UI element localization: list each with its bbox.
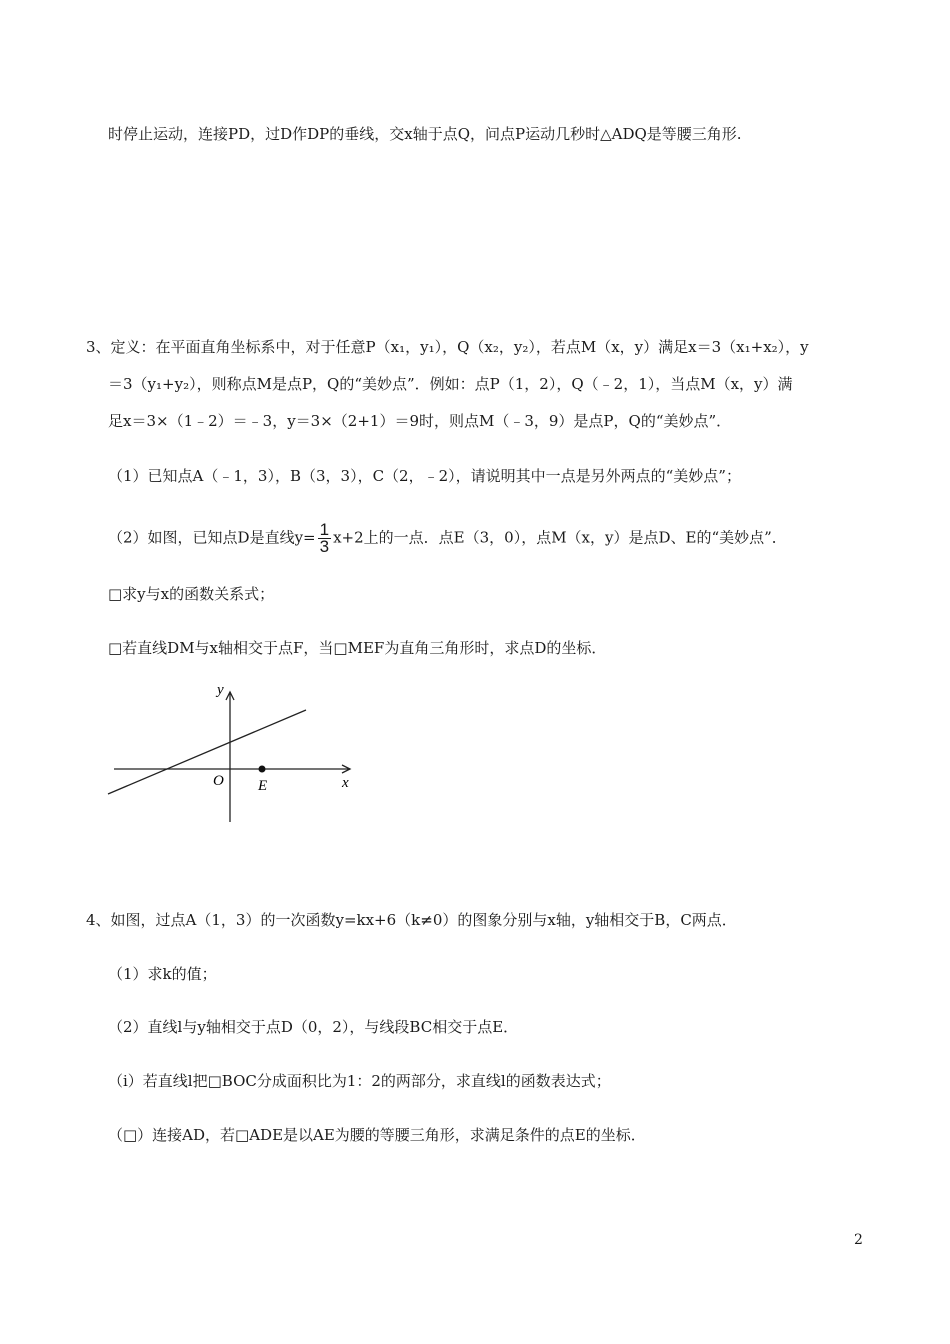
y-axis-label: y bbox=[217, 682, 224, 698]
q4-part-2: （2）直线l与y轴相交于点D（0，2），与线段BC相交于点E． bbox=[108, 1018, 519, 1036]
x-axis-label: x bbox=[342, 775, 349, 791]
fraction-denominator: 3 bbox=[319, 537, 330, 556]
line-y-third-x-plus-2 bbox=[108, 710, 306, 794]
q3-graph bbox=[100, 672, 370, 832]
q4-part-i: （i）若直线l把□BOC分成面积比为1：2的两部分，求直线l的函数表达式； bbox=[108, 1072, 611, 1090]
point-e-dot bbox=[259, 766, 266, 773]
q4-line-1: 4、如图，过点A（1，3）的一次函数y=kx+6（k≠0）的图象分别与x轴，y轴相交于B，C两点． bbox=[86, 911, 737, 929]
page-number: 2 bbox=[854, 1232, 863, 1248]
q3-sub-2: □若直线DM与x轴相交于点F，当□MEF为直角三角形时，求点D的坐标． bbox=[108, 639, 607, 657]
fraction-numerator: 1 bbox=[319, 520, 330, 539]
q4-part-ii: （□）连接AD，若□ADE是以AE为腰的等腰三角形，求满足条件的点E的坐标． bbox=[108, 1126, 646, 1144]
point-e-label: E bbox=[258, 778, 268, 794]
q4-part-1: （1）求k的值； bbox=[108, 965, 217, 983]
q3-part-2-before: （2）如图，已知点D是直线y= bbox=[108, 528, 316, 547]
q3-sub-1: □求y与x的函数关系式； bbox=[108, 585, 275, 603]
q3-line-1: 3、定义：在平面直角坐标系中，对于任意P（x₁，y₁），Q（x₂，y₂），若点M（x，y）满足x＝3（x₁+x₂），y bbox=[86, 338, 809, 356]
q3-part-2 bbox=[108, 522, 787, 555]
origin-label: O bbox=[213, 773, 224, 789]
continuation-text: 时停止运动，连接PD，过D作DP的垂线，交x轴于点Q，问点P运动几秒时△ADQ是等腰三角形. bbox=[108, 125, 742, 143]
q3-line-3: 足x＝3×（1﹣2）＝﹣3，y＝3×（2+1）＝9时，则点M（﹣3，9）是点P，Q的“美妙点”． bbox=[108, 412, 732, 430]
q3-part-2-after: x+2上的一点．点E（3，0），点M（x，y）是点D、E的“美妙点”． bbox=[333, 528, 787, 547]
q3-part-1: （1）已知点A（﹣1，3），B（3，3），C（2，﹣2），请说明其中一点是另外两点的“美妙点”； bbox=[108, 467, 741, 485]
q3-line-2: ＝3（y₁+y₂），则称点M是点P，Q的“美妙点”．例如：点P（1，2），Q（﹣2，1），当点M（x，y）满 bbox=[108, 375, 793, 393]
fraction-one-third bbox=[318, 522, 331, 555]
